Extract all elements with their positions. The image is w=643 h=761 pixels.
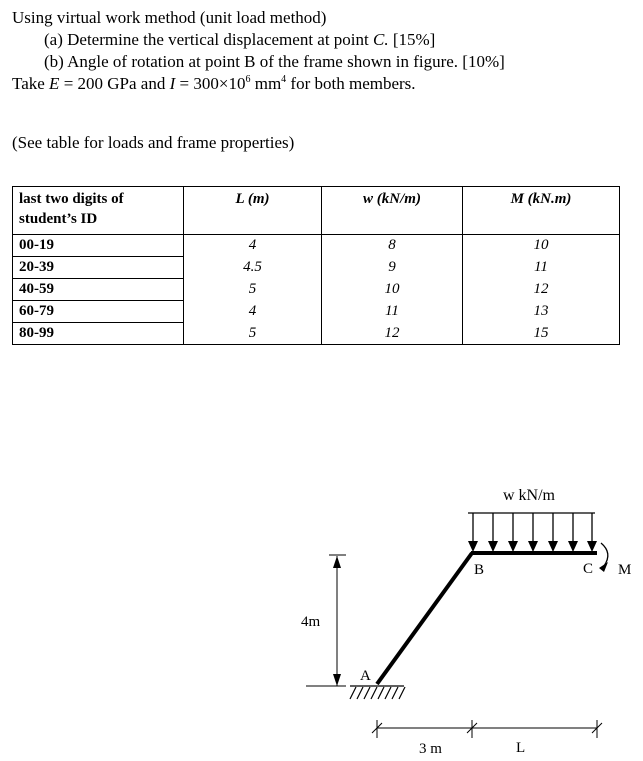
horizontal-dimension	[372, 720, 602, 738]
moment-arrow-head	[599, 562, 608, 572]
moment-cell: 12	[463, 279, 620, 301]
moment-cell: 10	[463, 235, 620, 257]
load-cell: 12	[322, 323, 463, 345]
fixed-support-hatching	[350, 687, 405, 699]
load-cell: 9	[322, 257, 463, 279]
id-range-cell: 20-39	[13, 257, 184, 279]
id-range-cell: 80-99	[13, 323, 184, 345]
load-cell: 11	[322, 301, 463, 323]
moment-cell: 11	[463, 257, 620, 279]
point-b-label: B	[474, 562, 485, 578]
header-moment: M (kN.m)	[463, 187, 620, 235]
moment-cell: 13	[463, 301, 620, 323]
length-cell: 4	[184, 235, 322, 257]
load-cell: 8	[322, 235, 463, 257]
height-label: 4m	[301, 614, 321, 630]
load-cell: 10	[322, 279, 463, 301]
length-cell: 4.5	[184, 257, 322, 279]
question-intro: Using virtual work method (unit load method)	[12, 8, 327, 27]
distributed-load-arrows	[468, 513, 595, 545]
inclined-member-ab	[377, 553, 472, 684]
id-range-cell: 00-19	[13, 235, 184, 257]
length-cell: 4	[184, 301, 322, 323]
length-cell: 5	[184, 279, 322, 301]
moment-cell: 15	[463, 323, 620, 345]
moment-label: M	[618, 562, 632, 578]
point-c-label: C	[583, 561, 594, 577]
header-length: L (m)	[184, 187, 322, 235]
question-material-properties: Take E = 200 GPa and $I = 300\times 10^6$ $mm^4$ for both members.	[12, 74, 416, 93]
load-label: w kN/m	[503, 487, 555, 504]
point-a-label: A	[360, 668, 371, 684]
moment-arc	[601, 543, 608, 566]
dimension-l-label: L	[516, 740, 526, 756]
table-note: (See table for loads and frame properties)	[12, 133, 295, 152]
question-part-b: (b) Angle of rotation at point B of the frame shown in figure. [10%]	[44, 52, 505, 71]
id-range-cell: 60-79	[13, 301, 184, 323]
header-student-id: last two digits of student’s ID	[13, 187, 184, 235]
length-cell: 5	[184, 323, 322, 345]
header-load: w (kN/m)	[322, 187, 463, 235]
id-range-cell: 40-59	[13, 279, 184, 301]
dimension-3m-label: 3 m	[419, 741, 442, 757]
question-part-a: (a) Determine the vertical displacement at point C. [15%]	[44, 30, 436, 49]
